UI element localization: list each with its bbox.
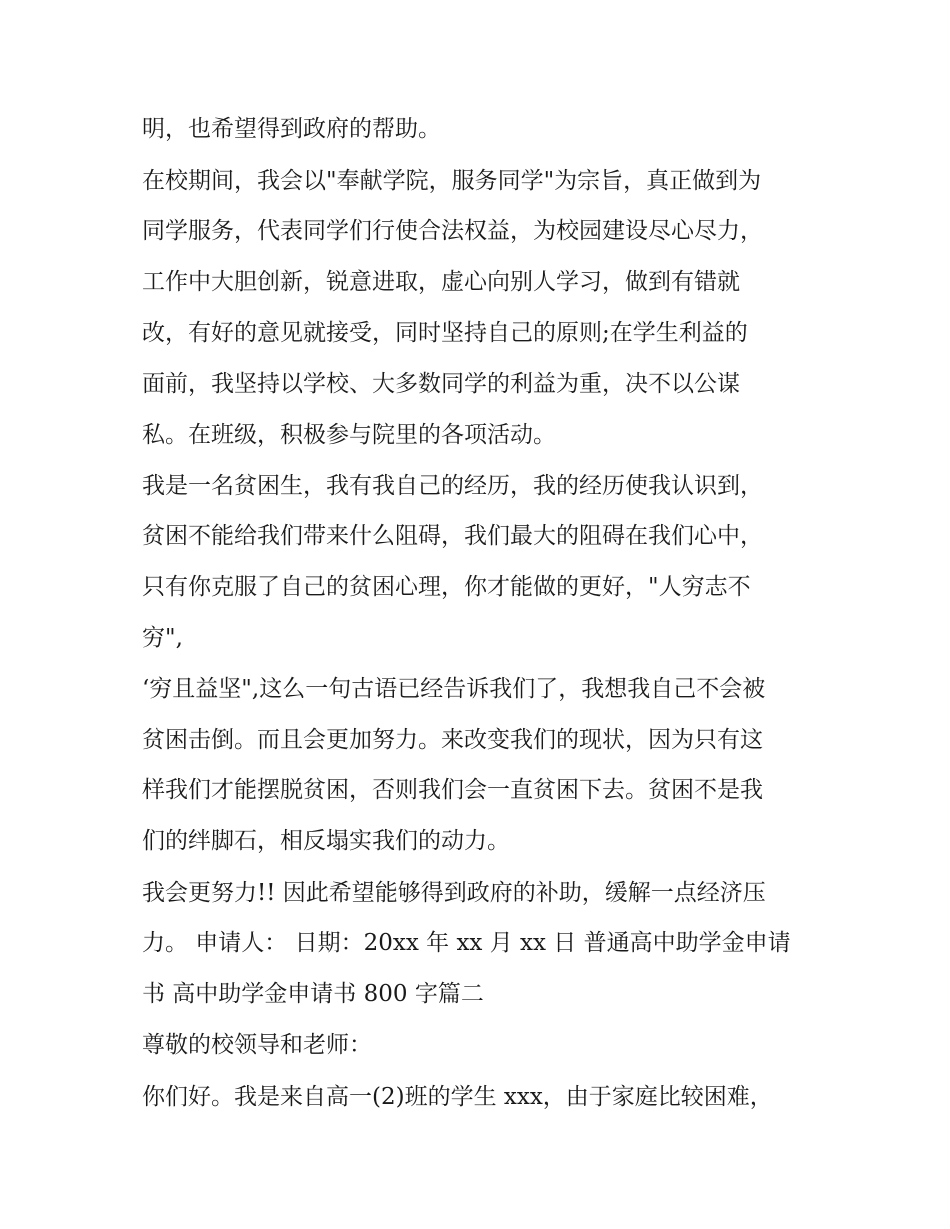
text-line: ‘穷且益坚",这么一句古语已经告诉我们了，我想我自己不会被 — [142, 676, 766, 702]
text-line: 尊敬的校领导和老师： — [142, 1032, 372, 1058]
text-line: 贫困击倒。而且会更加努力。来改变我们的现状，因为只有这 — [142, 727, 763, 753]
text-line: 力。 申请人： 日期：20xx 年 xx 月 xx 日 普通高中助学金申请 — [142, 930, 791, 956]
text-line: 贫困不能给我们带来什么阻碍，我们最大的阻碍在我们心中， — [142, 523, 763, 549]
text-line: 我是一名贫困生，我有我自己的经历，我的经历使我认识到， — [142, 473, 763, 499]
text-line: 在校期间，我会以"奉献学院，服务同学"为宗旨，真正做到为 — [142, 168, 762, 194]
text-line: 面前，我坚持以学校、大多数同学的利益为重，决不以公谋 — [142, 371, 740, 397]
text-line: 改，有好的意见就接受，同时坚持自己的原则;在学生利益的 — [142, 320, 748, 346]
text-line: 书 高中助学金申请书 800 字篇二 — [142, 981, 484, 1007]
text-line: 你们好。我是来自高一(2)班的学生 xxx，由于家庭比较困难， — [142, 1084, 773, 1110]
text-line: 穷", — [142, 625, 183, 651]
text-line: 工作中大胆创新，锐意进取，虚心向别人学习，做到有错就 — [142, 269, 740, 295]
text-line: 们的绊脚石，相反塌实我们的动力。 — [142, 828, 510, 854]
text-line: 我会更努力!! 因此希望能够得到政府的补助，缓解一点经济压 — [142, 880, 766, 906]
text-line: 明，也希望得到政府的帮助。 — [142, 116, 441, 142]
text-line: 私。在班级，积极参与院里的各项活动。 — [142, 422, 556, 448]
text-line: 只有你克服了自己的贫困心理，你才能做的更好，"人穷志不 — [142, 574, 751, 600]
text-line: 同学服务，代表同学们行使合法权益，为校园建设尽心尽力， — [142, 218, 763, 244]
text-line: 样我们才能摆脱贫困，否则我们会一直贫困下去。贫困不是我 — [142, 777, 763, 803]
